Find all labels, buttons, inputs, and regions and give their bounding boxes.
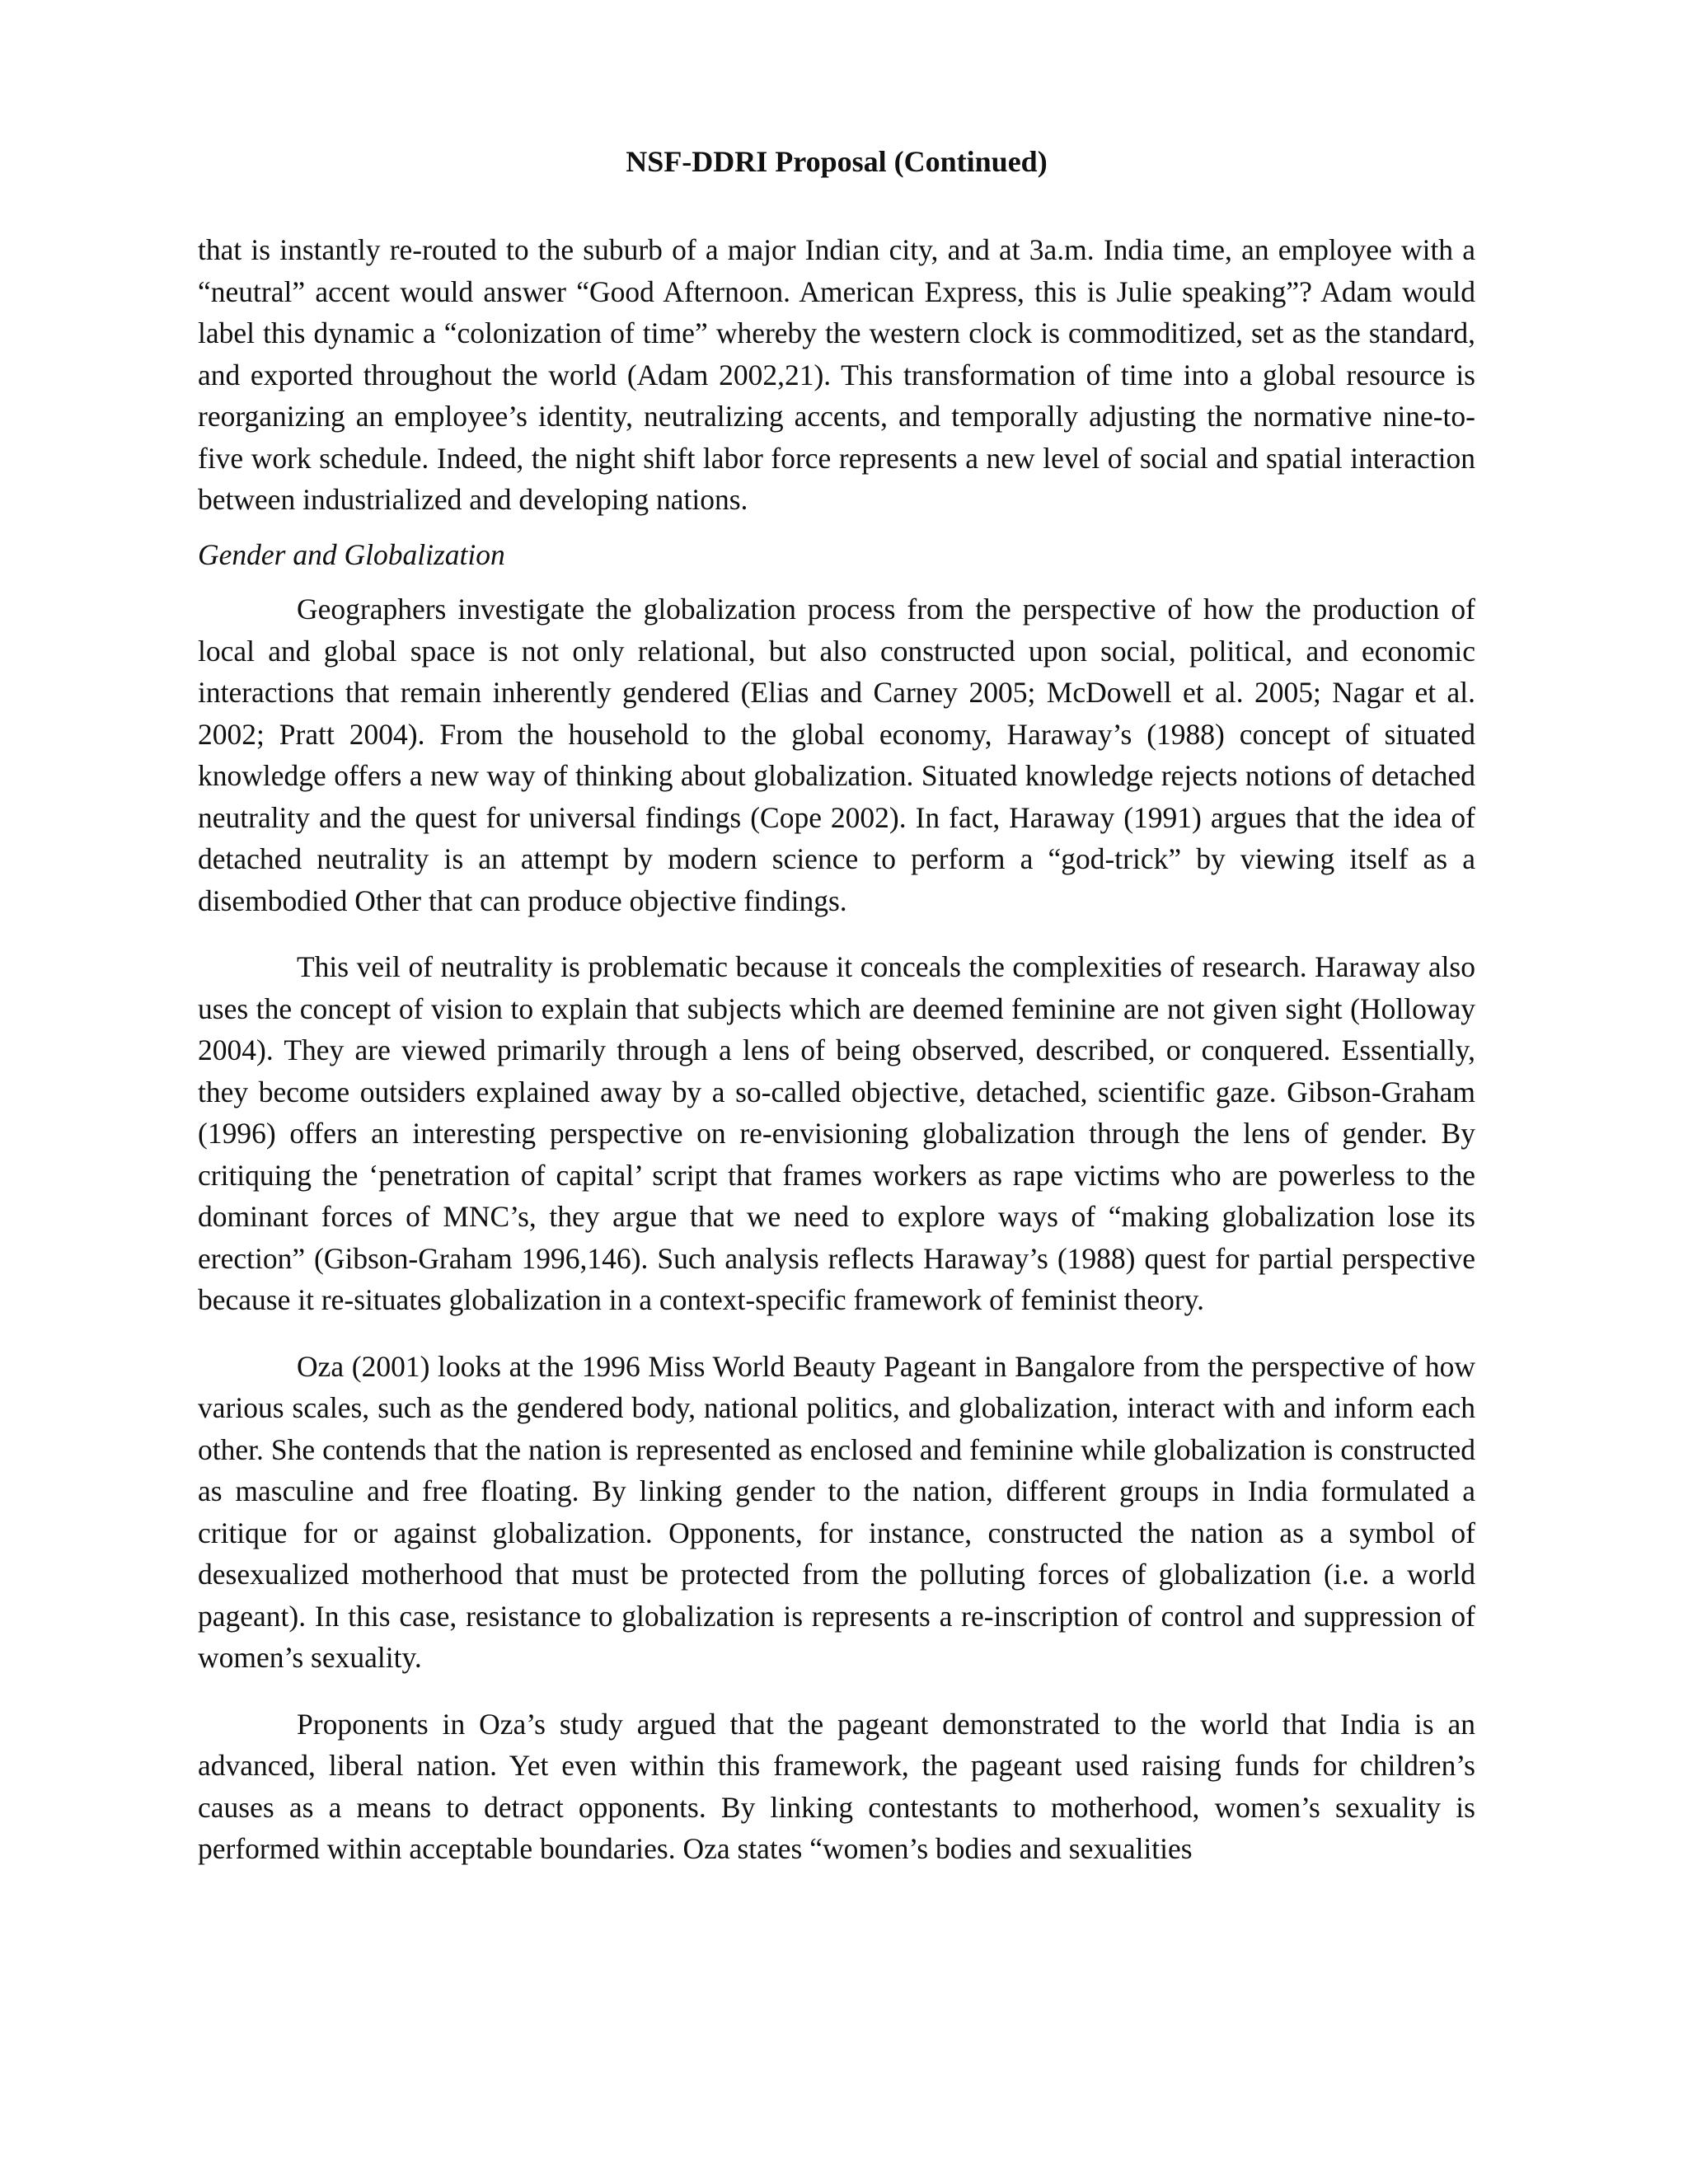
document-page [198,144,1475,1870]
section-heading-gender-globalization: Gender and Globalization [198,537,505,571]
paragraph-oza-pageant: Oza (2001) looks at the 1996 Miss World Beauty Pageant in Bangalore from the perspective of how various scales, such as the gendered body, national politics, and globalization, interact with and inform each other. She contends that the nation is represented as enclosed and feminine while globalization is constructed as masculine and free floating. By linking gender to the nation, different groups in India formulated a critique for or against globalization. Opponents, for instance, constructed the nation as a symbol of desexualized motherhood that must be protected from the polluting forces of globalization (i.e. a world pageant). In this case, resistance to globalization is represents a re-inscription of control and suppression of women’s sexuality. [198,1349,1475,1675]
paragraph-proponents: Proponents in Oza’s study argued that the pageant demonstrated to the world that India is an advanced, liberal nation. Yet even within this framework, the pageant used raising funds for children’s causes as a means to detract opponents. By linking contestants to motherhood, women’s sexuality is performed within acceptable boundaries. Oza states “women’s bodies and sexualities [198,1707,1475,1866]
paragraph-veil-of-neutrality: This veil of neutrality is problematic because it conceals the complexities of research. Haraway also uses the concept of vision to explain that subjects which are deemed feminine are not given sight (Holloway 2004). They are viewed primarily through a lens of being observed, described, or conquered. Essentially, they become outsiders explained away by a so-called objective, detached, scientific gaze. Gibson-Graham (1996) offers an interesting perspective on re-envisioning globalization through the lens of gender. By critiquing the ‘penetration of capital’ script that frames workers as rape victims who are powerless to the dominant forces of MNC’s, they argue that we need to explore ways of “making globalization lose its erection” (Gibson-Graham 1996,146). Such analysis reflects Haraway’s (1988) quest for partial perspective because it re-situates globalization in a context-specific framework of feminist theory. [198,950,1475,1317]
page-title: NSF-DDRI Proposal (Continued) [626,145,1048,178]
paragraph-continued-intro: that is instantly re-routed to the suburb of a major Indian city, and at 3a.m. India time, an employee with a “neutral” accent would answer “Good Afternoon. American Express, this is Julie speaking”? Adam would label this dynamic a “colonization of time” whereby the western clock is commoditized, set as the standard, and exported throughout the world (Adam 2002,21). This transformation of time into a global resource is reorganizing an employee’s identity, neutralizing accents, and temporally adjusting the normative nine-to-five work schedule. Indeed, the night shift labor force represents a new level of social and spatial interaction between industrialized and developing nations. [198,233,1475,517]
paragraph-geographers: Geographers investigate the globalization process from the perspective of how the production of local and global space is not only relational, but also constructed upon social, political, and economic interactions that remain inherently gendered (Elias and Carney 2005; McDowell et al. 2005; Nagar et al. 2002; Pratt 2004). From the household to the global economy, Haraway’s (1988) concept of situated knowledge offers a new way of thinking about globalization. Situated knowledge rejects notions of detached neutrality and the quest for universal findings (Cope 2002). In fact, Haraway (1991) argues that the idea of detached neutrality is an attempt by modern science to perform a “god-trick” by viewing itself as a disembodied Other that can produce objective findings. [198,593,1475,917]
